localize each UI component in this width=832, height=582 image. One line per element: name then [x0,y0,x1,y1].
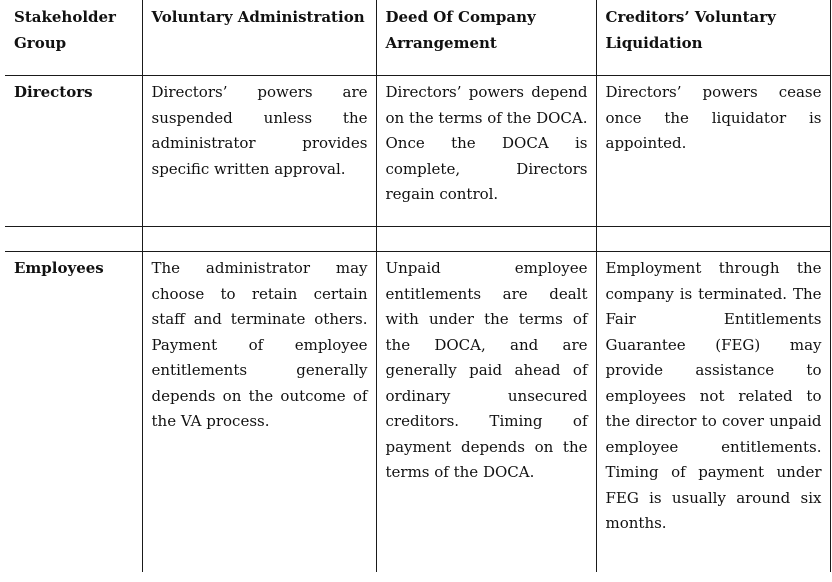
table-spacer-row [5,227,830,252]
spacer-cell [596,227,830,252]
spacer-cell [142,227,376,252]
spacer-cell [376,227,596,252]
header-creditors-voluntary-liquidation: Creditors’ Voluntary Liquidation [596,0,830,76]
cell-directors-doca: Directors’ powers depend on the terms of the DOCA. Once the DOCA is complete, Directors regain control. [376,76,596,227]
row-label-directors: Directors [5,76,142,227]
cell-directors-cvl: Directors’ powers cease once the liquidator is appointed. [596,76,830,227]
spacer-cell [5,227,142,252]
header-deed-of-company-arrangement: Deed Of Company Arrangement [376,0,596,76]
table-row-employees [5,252,830,573]
row-label-employees: Employees [5,252,142,573]
cell-employees-voluntary-administration: The administrator may choose to retain certain staff and terminate others. Payment of employee entitlements generally depends on the outcome of the VA process. [142,252,376,573]
header-voluntary-administration: Voluntary Administration [142,0,376,76]
stakeholder-comparison-table [5,0,831,572]
cell-directors-voluntary-administration: Directors’ powers are suspended unless the administrator provides specific written approval. [142,76,376,227]
cell-employees-doca: Unpaid employee entitlements are dealt with under the terms of the DOCA, and are generally paid ahead of ordinary unsecured creditors. Timing of payment depends on the terms of the DOCA. [376,252,596,573]
cell-employees-cvl: Employment through the company is terminated. The Fair Entitlements Guarantee (FEG) may provide assistance to employees not related to the director to cover unpaid employee entitlements. Timing of payment under FEG is usually around six months. [596,252,830,573]
table-header-row [5,0,830,76]
header-stakeholder-group: Stakeholder Group [5,0,142,76]
table-row-directors [5,76,830,227]
